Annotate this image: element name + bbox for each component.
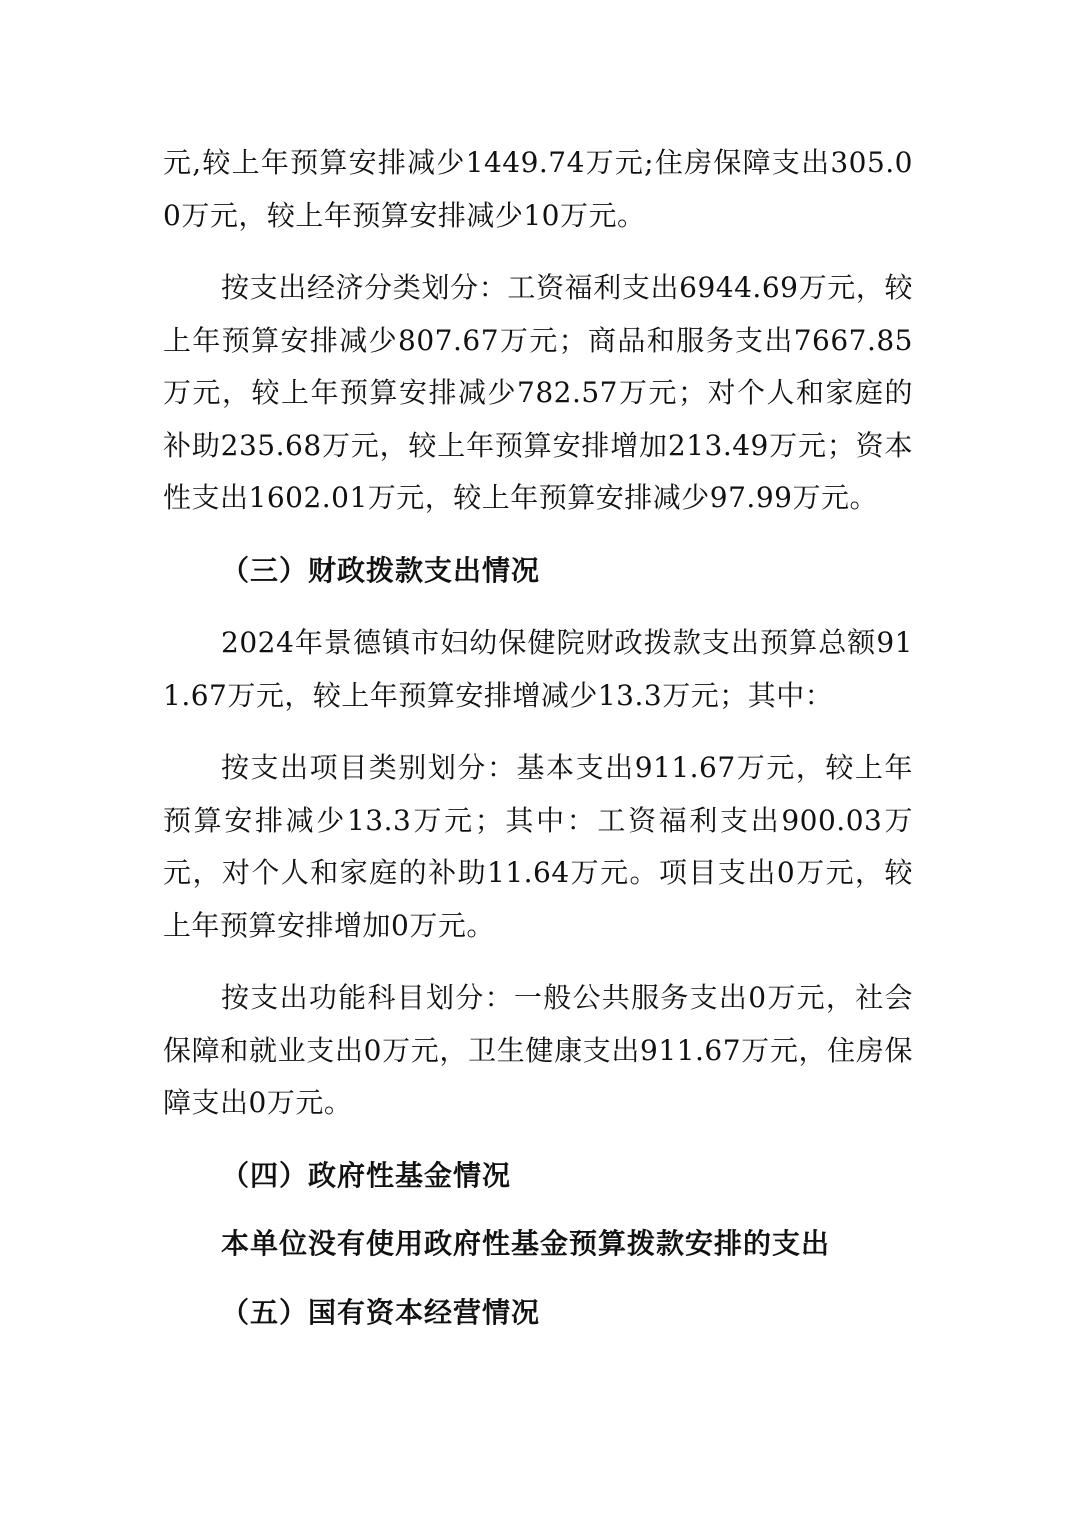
paragraph-fiscal-total: 2024年景德镇市妇幼保健院财政拨款支出预算总额911.67万元，较上年预算安排增减少13.3万元；其中： — [163, 626, 913, 712]
document-body — [163, 137, 913, 1339]
statement-no-government-fund: 本单位没有使用政府性基金预算拨款安排的支出 — [221, 1227, 831, 1260]
paragraph-continuation: 元,较上年预算安排减少1449.74万元;住房保障支出305.00万元，较上年预算安排减少10万元。 — [163, 146, 913, 232]
section-heading-state-capital: （五）国有资本经营情况 — [221, 1295, 541, 1329]
section-heading-government-fund: （四）政府性基金情况 — [221, 1158, 512, 1192]
section-heading-fiscal-appropriation: （三）财政拨款支出情况 — [221, 553, 541, 587]
paragraph-economic-classification: 按支出经济分类划分：工资福利支出6944.69万元，较上年预算安排减少807.67万元；商品和服务支出7667.85万元，较上年预算安排减少782.57万元；对个人和家庭的补助235.68万元，较上年预算安排增加213.49万元；资本性支出1602.01万元，较上年预算安排减少97.99万元。 — [163, 271, 913, 514]
paragraph-functional-subject: 按支出功能科目划分：一般公共服务支出0万元，社会保障和就业支出0万元，卫生健康支出911.67万元，住房保障支出0万元。 — [163, 981, 913, 1119]
paragraph-project-category: 按支出项目类别划分：基本支出911.67万元，较上年预算安排减少13.3万元；其中：工资福利支出900.03万元，对个人和家庭的补助11.64万元。项目支出0万元，较上年预算安排增加0万元。 — [163, 751, 913, 942]
